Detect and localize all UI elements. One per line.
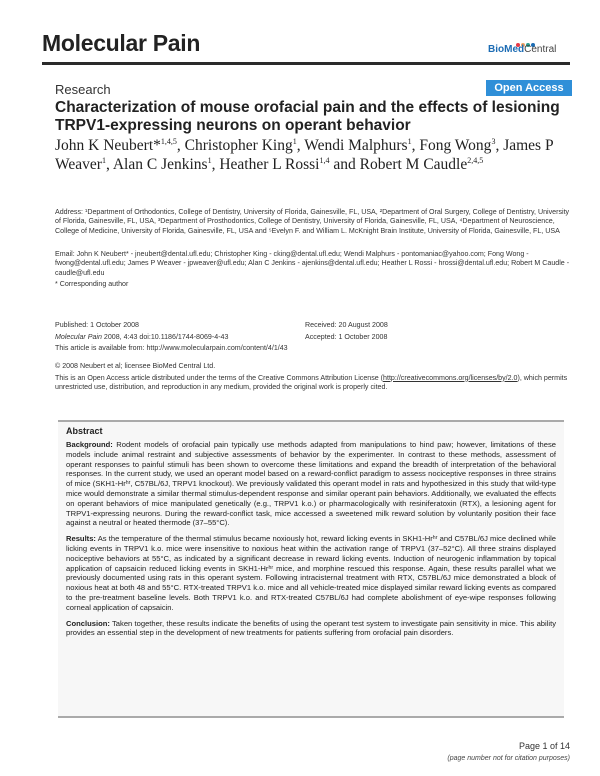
abstract-body (66, 440, 556, 644)
author-name: Alan C Jenkins (112, 156, 208, 173)
author-affiliation: 2,4,5 (467, 155, 484, 165)
corresponding-author-note: * Corresponding author (55, 280, 129, 288)
results-text: As the temperature of the thermal stimulus became noxiously hot, reward licking events in SKH1-Hrʰʳ and C57BL/6J mice declined while licking events in TRPV1 k.o. mice were insensitive to noxious heat within the activation range of TRPV1 (37–52°C). All three strains displayed nociceptive behaviors at 55°C, as indicated by a significant decrease in reward licking events. Induction of neurogenic inflammation by topical application of capsaicin reduced licking events in SKH1-Hrʰʳ mice, and morphine rescued this response. Again, these results parallel what we previously documented using rats in this operant system. Following intracisternal treatment with RTX, C57BL/6J mice demonstrated a block of noxious heat at both 48 and 55°C. RTX-treated TRPV1 k.o. mice and all vehicle-treated mice displayed similar reward licking events as compared to the pre-treatment baseline levels. Both TRPV1 k.o. and RTX-treated C57BL/6J had complete abolishment of eye-wipe responses following corneal application of capsaicin. (66, 534, 556, 612)
conclusion-label: Conclusion: (66, 618, 110, 628)
published-date: Published: 1 October 2008 (55, 321, 139, 329)
license-text-a: This is an Open Access article distributed under the terms of the Creative Commons Attribution License ( (55, 373, 384, 382)
author-affiliation: 1 (407, 136, 412, 146)
author-affiliation: 1 (101, 155, 106, 165)
license-text-b: ), which permits unrestricted use, distribution, and reproduction in any medium, provided the original work is properly cited. (55, 373, 568, 391)
open-access-badge[interactable]: Open Access (486, 80, 572, 96)
logo-brand: BioMed (488, 44, 525, 55)
citation (55, 333, 315, 342)
background-text: Rodent models of orofacial pain typically use methods adapted from manipulations to hind paw; however, limitations of these models include animal restraint and subjective assessments of behavior by the experimenter. In contrast to these methods, assessment of operant responses to painful stimuli has been shown to overcome these limitations and expand the breadth of interpretation of the behavioral responses. In the current study, we used an operant model based on a reward-conflict paradigm to assess nociceptive responses in three strains of mice (SKH1-Hrʰʳ, C57BL/6J, TRPV1 knockout). We previously validated this operant model in rats and hypothesized in this study that wild-type mice would demonstrate a similar thermal stimulus-dependent response and similar operant pain behaviors. Additionally, we evaluated the effects on operant behaviors of mice manipulated genetically (e.g., TRPV1 k.o.) or pharmacologically with resiniferatoxin (RTX), a lesioning agent for TRPV1-expressing neurons. During the reward-conflict task, mice accessed a sweetened milk reward solution by voluntarily position their face against a neutral or heated thermode (37–55°C). (66, 440, 556, 528)
history-dates (305, 321, 505, 344)
license-statement (55, 374, 570, 393)
page-number-note: (page number not for citation purposes) (447, 755, 570, 762)
author-separator: , (296, 137, 305, 154)
results-label: Results: (66, 534, 96, 544)
license-link[interactable]: http://creativecommons.org/licenses/by/2.0 (383, 373, 518, 382)
author-list (55, 136, 565, 174)
author-separator: , (105, 156, 113, 173)
author-separator: and (329, 156, 360, 173)
abstract-box (58, 420, 564, 718)
author-affiliation: 1 (292, 136, 297, 146)
citation-details: 2008, 4:43 doi:10.1186/1744-8069-4-43 (101, 332, 229, 341)
copyright-block (55, 362, 570, 394)
author-affiliation: 3 (491, 136, 496, 146)
section-label: Research (55, 82, 111, 97)
affiliations: Address: ¹Department of Orthodontics, College of Dentistry, University of Florida, Gainesville, FL, USA, ²Department of Oral Surgery, College of Dentistry, University of Florida, Gainesville, FL, USA, ³Department of Prosthodontics, College of Dentistry, University of Florida, Gainesville, FL, USA, ⁴Department of Neuroscience, College of Medicine, University of Florida, Gainesville, FL, USA and ⁵Evelyn F. and William L. McKnight Brain Institute, University of Florida, Gainesville, FL, USA (55, 208, 570, 235)
author-separator: , (176, 137, 185, 154)
author-affiliation: 1 (207, 155, 212, 165)
article-title: Characterization of mouse orofacial pain and the effects of lesioning TRPV1-expressing neurons on operant behavior (55, 99, 560, 134)
abstract-results (66, 534, 556, 612)
header-rule (42, 62, 570, 65)
author-name: John K Neubert* (55, 137, 161, 154)
author-separator: , (411, 137, 420, 154)
author-name: Wendi Malphurs (304, 137, 408, 154)
author-separator: , (211, 156, 220, 173)
abstract-heading: Abstract (66, 426, 103, 436)
author-affiliation: 1,4 (319, 155, 330, 165)
publication-info (55, 321, 315, 356)
conclusion-text: Taken together, these results indicate the benefits of using the operant test system to investigate pain sensitivity in mice. This ability provides an essential step in the development of new treatments for patients suffering from orofacial pain disorders. (66, 618, 556, 638)
citation-journal: Molecular Pain (55, 332, 102, 341)
author-name: Christopher King (184, 137, 293, 154)
received-date: Received: 20 August 2008 (305, 321, 388, 329)
page-number: Page 1 of 14 (518, 741, 570, 751)
author-emails: Email: John K Neubert* - jneubert@dental.ufl.edu; Christopher King - cking@dental.ufl.edu; Wendi Malphurs - pontomaniac@yahoo.com; Fong Wong - fwong@dental.ufl.edu; James P Weaver - jpweaver@ufl.edu; Alan C Jenkins - ajenkins@dental.ufl.edu; Heather L Rossi - hrossi@dental.ufl.edu; Robert M Caudle - caudle@ufl.edu (55, 250, 570, 277)
publisher-logo[interactable] (488, 32, 564, 58)
author-name: Robert M Caudle (359, 156, 468, 173)
author-name: Heather L Rossi (219, 156, 320, 173)
logo-suffix: Central (524, 44, 557, 55)
abstract-background (66, 440, 556, 528)
abstract-conclusion (66, 619, 556, 639)
author-separator: , (495, 137, 504, 154)
author-affiliation: 1,4,5 (160, 136, 177, 146)
copyright-line: © 2008 Neubert et al; licensee BioMed Central Ltd. (55, 362, 216, 370)
accepted-date: Accepted: 1 October 2008 (305, 332, 388, 341)
background-label: Background: (66, 440, 113, 449)
journal-title: Molecular Pain (42, 30, 201, 56)
author-name: James P Weaver (55, 137, 553, 173)
article-url[interactable]: This article is available from: http://www.molecularpain.com/content/4/1/43 (55, 344, 288, 353)
author-name: Fong Wong (419, 137, 492, 154)
